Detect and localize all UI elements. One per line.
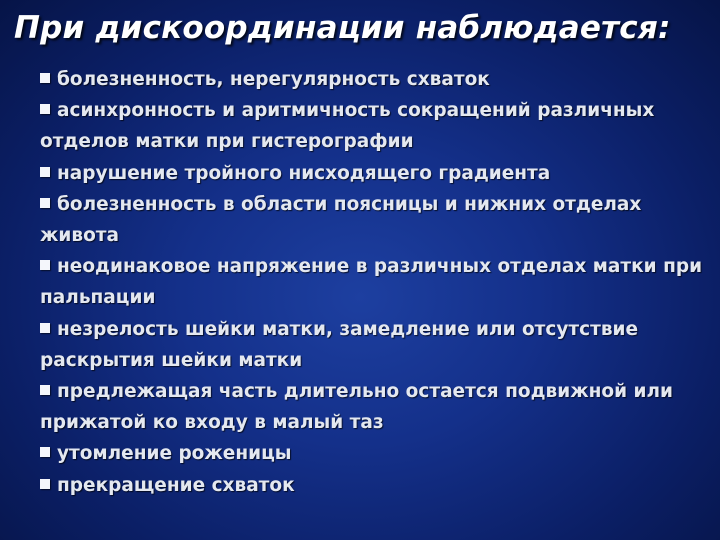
bullet-item (40, 158, 712, 189)
bullet-text: неодинаковое напряжение в различных отделах матки при пальпации (40, 256, 703, 309)
square-bullet-icon (40, 167, 50, 177)
square-bullet-icon (40, 198, 50, 208)
bullet-text: утомление роженицы (57, 443, 292, 465)
bullet-text: болезненность, нерегулярность схваток (57, 69, 490, 90)
bullet-text: болезненность в области поясницы и нижних отделах живота (40, 193, 642, 247)
slide-title: При дискоординации наблюдается: (14, 10, 671, 46)
bullet-item (40, 189, 712, 251)
bullet-list (40, 64, 712, 501)
bullet-item (40, 470, 712, 501)
square-bullet-icon (40, 104, 50, 114)
bullet-item (40, 95, 712, 157)
square-bullet-icon (40, 479, 50, 489)
bullet-text: предлежащая часть длительно остается подвижной или прижатой ко входу в малый таз (40, 381, 673, 434)
bullet-item (40, 376, 712, 438)
square-bullet-icon (40, 73, 50, 83)
bullet-item (40, 251, 712, 313)
bullet-text: прекращение схваток (57, 474, 295, 496)
bullet-text: асинхронность и аритмичность сокращений различных отделов матки при гистерографии (40, 100, 655, 153)
bullet-item (40, 64, 712, 95)
square-bullet-icon (40, 323, 50, 333)
bullet-item (40, 314, 712, 376)
bullet-item (40, 438, 712, 469)
square-bullet-icon (40, 260, 50, 270)
square-bullet-icon (40, 447, 50, 457)
square-bullet-icon (40, 385, 50, 395)
bullet-text: незрелость шейки матки, замедление или отсутствие раскрытия шейки матки (40, 318, 639, 371)
bullet-text: нарушение тройного нисходящего градиента (57, 162, 551, 184)
